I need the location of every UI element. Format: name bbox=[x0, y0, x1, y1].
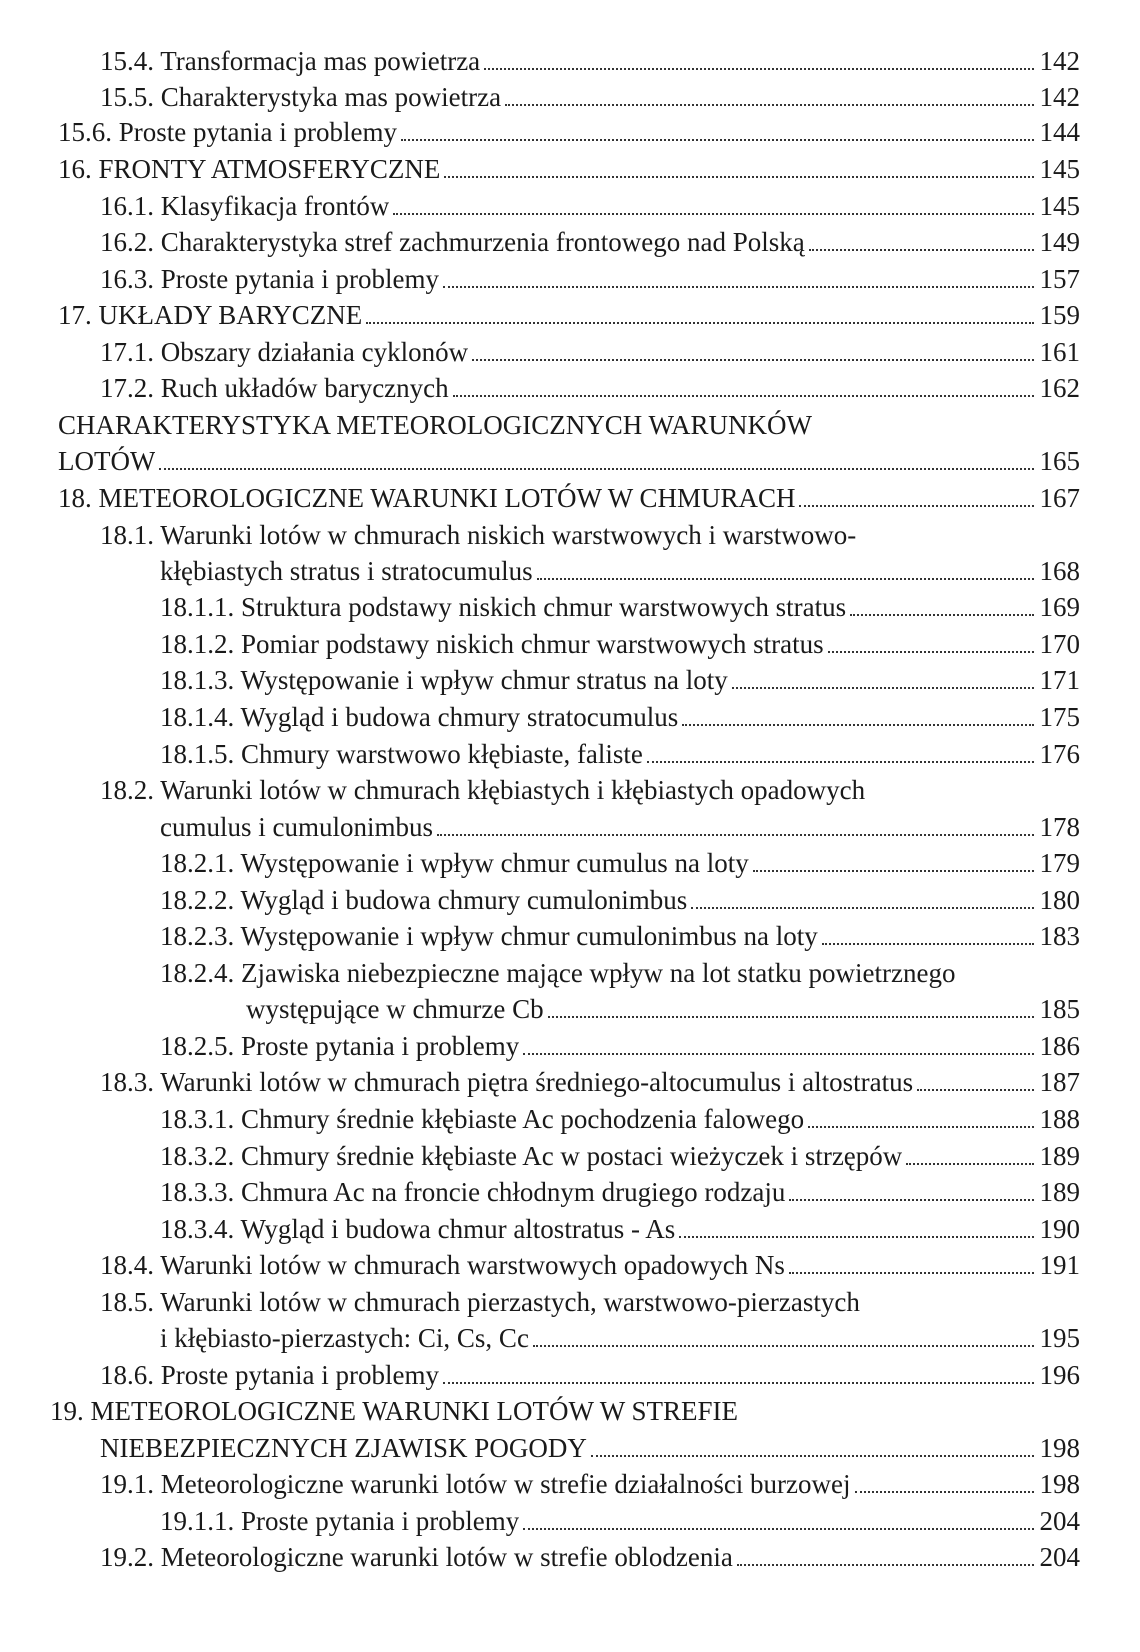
toc-entry-page: 198 bbox=[1039, 1433, 1080, 1463]
toc-entry-title: 18.1.1. Struktura podstawy niskich chmur warstwowych stratus bbox=[160, 592, 847, 622]
leader-dots bbox=[828, 626, 1034, 653]
toc-entry-title: 16. FRONTY ATMOSFERYCZNE bbox=[58, 154, 441, 184]
toc-entry bbox=[100, 79, 1080, 116]
toc-entry-page: 145 bbox=[1039, 191, 1080, 221]
toc-entry-page: 170 bbox=[1039, 629, 1080, 659]
toc-entry-page: 142 bbox=[1039, 46, 1080, 76]
leader-dots bbox=[737, 1539, 1034, 1566]
toc-heading-line bbox=[58, 407, 812, 444]
toc-entry-title: 18.3.4. Wygląd i budowa chmur altostratus - As bbox=[160, 1214, 676, 1244]
toc-entry-page: 162 bbox=[1039, 373, 1080, 403]
toc-entry bbox=[160, 662, 1080, 699]
toc-entry bbox=[58, 443, 1080, 480]
toc-heading-line bbox=[100, 772, 865, 809]
toc-entry bbox=[100, 1357, 1080, 1394]
leader-dots bbox=[444, 151, 1033, 178]
toc-entry-title: 18.2.3. Występowanie i wpływ chmur cumulonimbus na loty bbox=[160, 921, 818, 951]
toc-entry-page: 149 bbox=[1039, 227, 1080, 257]
toc-entry-title: 18.2.5. Proste pytania i problemy bbox=[160, 1031, 520, 1061]
toc-entry bbox=[100, 43, 1080, 80]
toc-entry bbox=[160, 699, 1080, 736]
leader-dots bbox=[366, 297, 1033, 324]
toc-entry-page: 191 bbox=[1039, 1250, 1080, 1280]
toc-entry-title: i kłębiasto-pierzastych: Ci, Cs, Cc bbox=[160, 1323, 529, 1353]
toc-entry bbox=[58, 297, 1080, 334]
leader-dots bbox=[443, 261, 1034, 288]
toc-entry-page: 187 bbox=[1039, 1067, 1080, 1097]
toc-entry-title: 18.6. Proste pytania i problemy bbox=[100, 1360, 439, 1390]
toc-entry-page: 189 bbox=[1039, 1177, 1080, 1207]
toc-entry-page: 186 bbox=[1039, 1031, 1080, 1061]
leader-dots bbox=[548, 991, 1034, 1018]
toc-entry bbox=[160, 1101, 1080, 1138]
leader-dots bbox=[523, 1028, 1033, 1055]
toc-heading-line bbox=[100, 517, 856, 554]
toc-entry-title: 18.2.4. Zjawiska niebezpieczne mające wpływ na lot statku powietrznego bbox=[160, 958, 956, 988]
leader-dots bbox=[453, 370, 1034, 397]
toc-entry-title: 18.1. Warunki lotów w chmurach niskich warstwowych i warstwowo- bbox=[100, 520, 857, 550]
leader-dots bbox=[523, 1503, 1033, 1530]
leader-dots bbox=[789, 1247, 1034, 1274]
toc-entry-title: 17. UKŁADY BARYCZNE bbox=[58, 300, 363, 330]
toc-entry-page: 180 bbox=[1039, 885, 1080, 915]
toc-entry-page: 167 bbox=[1039, 483, 1080, 513]
toc-entry-page: 142 bbox=[1039, 82, 1080, 112]
leader-dots bbox=[753, 845, 1034, 872]
toc-entry bbox=[246, 991, 1080, 1028]
toc-entry-page: 178 bbox=[1039, 812, 1080, 842]
toc-entry bbox=[160, 1028, 1080, 1065]
toc-entry-title: 19.1.1. Proste pytania i problemy bbox=[160, 1506, 520, 1536]
leader-dots bbox=[401, 114, 1034, 141]
toc-entry-title: 18.4. Warunki lotów w chmurach warstwowych opadowych Ns bbox=[100, 1250, 785, 1280]
toc-entry bbox=[58, 480, 1080, 517]
leader-dots bbox=[679, 1211, 1033, 1238]
toc-entry-page: 171 bbox=[1039, 665, 1080, 695]
toc-entry bbox=[58, 114, 1080, 151]
toc-entry bbox=[100, 188, 1080, 225]
toc-entry-page: 179 bbox=[1039, 848, 1080, 878]
leader-dots bbox=[809, 224, 1034, 251]
leader-dots bbox=[472, 334, 1033, 361]
toc-entry-page: 168 bbox=[1039, 556, 1080, 586]
toc-entry-title: 17.1. Obszary działania cyklonów bbox=[100, 337, 469, 367]
toc-entry-page: 145 bbox=[1039, 154, 1080, 184]
leader-dots bbox=[437, 809, 1034, 836]
toc-entry-title: LOTÓW bbox=[58, 446, 156, 476]
toc-entry-title: 18. METEOROLOGICZNE WARUNKI LOTÓW W CHMURACH bbox=[58, 483, 796, 513]
toc-entry-title: 15.6. Proste pytania i problemy bbox=[58, 117, 397, 147]
toc-entry bbox=[100, 1064, 1080, 1101]
toc-entry-title: 18.3. Warunki lotów w chmurach piętra średniego-altocumulus i altostratus bbox=[100, 1067, 914, 1097]
toc-entry bbox=[160, 626, 1080, 663]
toc-entry-page: 165 bbox=[1039, 446, 1080, 476]
toc-entry bbox=[100, 1247, 1080, 1284]
toc-entry bbox=[160, 1174, 1080, 1211]
toc-entry-page: 198 bbox=[1039, 1469, 1080, 1499]
toc-entry-page: 176 bbox=[1039, 739, 1080, 769]
toc-entry bbox=[160, 1138, 1080, 1175]
toc-entry-title: 16.1. Klasyfikacja frontów bbox=[100, 191, 390, 221]
leader-dots bbox=[789, 1174, 1033, 1201]
toc-entry bbox=[100, 224, 1080, 261]
toc-entry-title: 18.1.2. Pomiar podstawy niskich chmur warstwowych stratus bbox=[160, 629, 824, 659]
toc-entry bbox=[160, 1320, 1080, 1357]
leader-dots bbox=[822, 918, 1034, 945]
toc-entry bbox=[100, 370, 1080, 407]
toc-entry-page: 204 bbox=[1039, 1542, 1080, 1572]
toc-entry-page: 189 bbox=[1039, 1141, 1080, 1171]
leader-dots bbox=[484, 43, 1033, 70]
toc-entry bbox=[160, 918, 1080, 955]
toc-entry-title: 18.2.2. Wygląd i budowa chmury cumulonimbus bbox=[160, 885, 688, 915]
toc-entry-page: 196 bbox=[1039, 1360, 1080, 1390]
toc-entry bbox=[100, 1466, 1080, 1503]
toc-entry-title: 18.5. Warunki lotów w chmurach pierzastych, warstwowo-pierzastych bbox=[100, 1287, 860, 1317]
leader-dots bbox=[906, 1138, 1033, 1165]
toc-entry bbox=[160, 1503, 1080, 1540]
leader-dots bbox=[691, 882, 1033, 909]
leader-dots bbox=[533, 1320, 1034, 1347]
toc-entry bbox=[100, 334, 1080, 371]
toc-entry-title: kłębiastych stratus i stratocumulus bbox=[160, 556, 533, 586]
leader-dots bbox=[917, 1064, 1033, 1091]
leader-dots bbox=[393, 188, 1033, 215]
toc-entry-page: 190 bbox=[1039, 1214, 1080, 1244]
toc-entry-title: 16.3. Proste pytania i problemy bbox=[100, 264, 439, 294]
toc-entry bbox=[160, 845, 1080, 882]
toc-entry-title: cumulus i cumulonimbus bbox=[160, 812, 433, 842]
toc-entry-page: 159 bbox=[1039, 300, 1080, 330]
toc-entry-title: 19.2. Meteorologiczne warunki lotów w strefie oblodzenia bbox=[100, 1542, 733, 1572]
toc-entry-title: NIEBEZPIECZNYCH ZJAWISK POGODY bbox=[100, 1433, 587, 1463]
toc-entry-title: 18.3.1. Chmury średnie kłębiaste Ac pochodzenia falowego bbox=[160, 1104, 805, 1134]
toc-entry-page: 185 bbox=[1039, 994, 1080, 1024]
toc-entry-page: 161 bbox=[1039, 337, 1080, 367]
toc-entry-title: 18.3.3. Chmura Ac na froncie chłodnym drugiego rodzaju bbox=[160, 1177, 786, 1207]
toc-entry-title: 15.5. Charakterystyka mas powietrza bbox=[100, 82, 502, 112]
toc-entry-page: 144 bbox=[1039, 117, 1080, 147]
toc-entry bbox=[100, 1430, 1080, 1467]
toc-entry bbox=[160, 589, 1080, 626]
leader-dots bbox=[850, 589, 1033, 616]
toc-entry-title: 18.2.1. Występowanie i wpływ chmur cumulus na loty bbox=[160, 848, 749, 878]
leader-dots bbox=[159, 443, 1033, 470]
leader-dots bbox=[647, 736, 1034, 763]
leader-dots bbox=[591, 1430, 1034, 1457]
leader-dots bbox=[808, 1101, 1033, 1128]
toc-entry-page: 188 bbox=[1039, 1104, 1080, 1134]
toc-entry-page: 183 bbox=[1039, 921, 1080, 951]
toc-entry-page: 195 bbox=[1039, 1323, 1080, 1353]
toc-entry-title: 18.2. Warunki lotów w chmurach kłębiastych i kłębiastych opadowych bbox=[100, 775, 866, 805]
toc-entry bbox=[160, 809, 1080, 846]
toc-entry bbox=[160, 553, 1080, 590]
toc-entry-page: 157 bbox=[1039, 264, 1080, 294]
toc-heading-line bbox=[160, 955, 955, 992]
toc-entry bbox=[100, 1539, 1080, 1576]
leader-dots bbox=[443, 1357, 1034, 1384]
toc-entry-title: 18.1.3. Występowanie i wpływ chmur stratus na loty bbox=[160, 665, 728, 695]
leader-dots bbox=[732, 662, 1034, 689]
toc-entry-page: 169 bbox=[1039, 592, 1080, 622]
toc-entry-title: 18.3.2. Chmury średnie kłębiaste Ac w postaci wieżyczek i strzępów bbox=[160, 1141, 903, 1171]
toc-entry-title: 18.1.4. Wygląd i budowa chmury stratocumulus bbox=[160, 702, 679, 732]
toc-entry-page: 175 bbox=[1039, 702, 1080, 732]
toc-entry-title: 19.1. Meteorologiczne warunki lotów w strefie działalności burzowej bbox=[100, 1469, 851, 1499]
toc-heading-line bbox=[50, 1393, 738, 1430]
toc-entry bbox=[160, 736, 1080, 773]
toc-entry-title: 18.1.5. Chmury warstwowo kłębiaste, faliste bbox=[160, 739, 643, 769]
toc-entry bbox=[160, 1211, 1080, 1248]
leader-dots bbox=[799, 480, 1033, 507]
toc-entry-title: 19. METEOROLOGICZNE WARUNKI LOTÓW W STREFIE bbox=[50, 1396, 738, 1426]
toc-entry-page: 204 bbox=[1039, 1506, 1080, 1536]
toc-entry-title: 15.4. Transformacja mas powietrza bbox=[100, 46, 481, 76]
leader-dots bbox=[682, 699, 1033, 726]
toc-entry bbox=[160, 882, 1080, 919]
toc-entry-title: CHARAKTERYSTYKA METEOROLOGICZNYCH WARUNKÓW bbox=[58, 410, 812, 440]
toc-entry-title: występujące w chmurze Cb bbox=[246, 994, 544, 1024]
toc-entry bbox=[100, 261, 1080, 298]
toc-entry bbox=[58, 151, 1080, 188]
toc-heading-line bbox=[100, 1284, 860, 1321]
leader-dots bbox=[505, 79, 1033, 106]
toc-entry-title: 16.2. Charakterystyka stref zachmurzenia frontowego nad Polską bbox=[100, 227, 805, 257]
leader-dots bbox=[855, 1466, 1034, 1493]
leader-dots bbox=[537, 553, 1034, 580]
toc-entry-title: 17.2. Ruch układów barycznych bbox=[100, 373, 449, 403]
